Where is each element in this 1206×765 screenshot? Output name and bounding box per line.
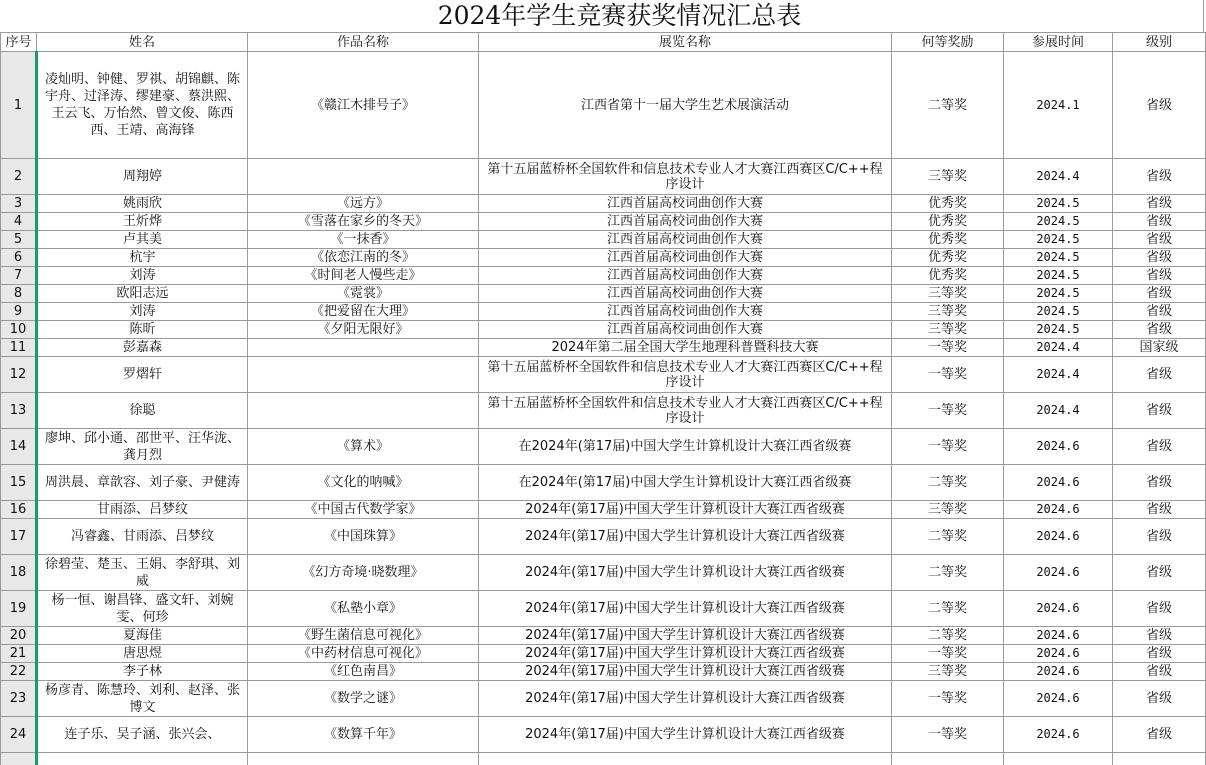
cell-name[interactable]: 姚雨欣	[37, 195, 248, 213]
table-row	[1, 591, 1206, 627]
cell-name[interactable]: 周洪晨、章歆容、刘子豪、尹健涛	[37, 465, 248, 501]
cell-time[interactable]: 2024.5	[1004, 231, 1113, 249]
cell-time[interactable]: 2024.6	[1004, 645, 1113, 663]
cell-award[interactable]: 一等奖	[892, 339, 1004, 357]
table-row	[1, 519, 1206, 555]
table-row-partial	[1, 753, 1206, 765]
cell-exhibition[interactable]: 江西首届高校词曲创作大赛	[479, 231, 892, 249]
cell-name[interactable]: 徐聪	[37, 393, 248, 429]
cell-name[interactable]: 夏海佳	[37, 627, 248, 645]
cell-exhibition[interactable]: 第十五届蓝桥杯全国软件和信息技术专业人才大赛江西赛区C/C++程序设计	[479, 159, 892, 195]
cell-work[interactable]	[248, 159, 479, 195]
cell-seq[interactable]: 19	[1, 591, 37, 627]
header-row	[1, 33, 1206, 52]
cell-award[interactable]: 优秀奖	[892, 195, 1004, 213]
cell-award[interactable]: 优秀奖	[892, 267, 1004, 285]
cell-time[interactable]: 2024.5	[1004, 249, 1113, 267]
cell-exhibition[interactable]: 江西首届高校词曲创作大赛	[479, 213, 892, 231]
cell-time[interactable]: 2024.6	[1004, 519, 1113, 555]
table-row	[1, 285, 1206, 303]
cell-empty[interactable]	[1, 753, 37, 765]
cell-work[interactable]: 《算术》	[248, 429, 479, 465]
cell-award[interactable]: 三等奖	[892, 663, 1004, 681]
cell-seq[interactable]: 24	[1, 717, 37, 753]
cell-level[interactable]: 省级	[1113, 52, 1206, 159]
cell-exhibition[interactable]: 江西首届高校词曲创作大赛	[479, 285, 892, 303]
cell-seq[interactable]: 17	[1, 519, 37, 555]
cell-level[interactable]: 省级	[1113, 249, 1206, 267]
cell-name[interactable]: 连子乐、吴子涵、张兴会、	[37, 717, 248, 753]
cell-award[interactable]: 二等奖	[892, 627, 1004, 645]
cell-level[interactable]: 省级	[1113, 627, 1206, 645]
cell-seq[interactable]: 15	[1, 465, 37, 501]
cell-work[interactable]	[248, 339, 479, 357]
header-time[interactable]: 参展时间	[1004, 33, 1113, 52]
cell-work[interactable]: 《霓裳》	[248, 285, 479, 303]
cell-award[interactable]: 三等奖	[892, 285, 1004, 303]
cell-award[interactable]: 一等奖	[892, 645, 1004, 663]
table-row	[1, 645, 1206, 663]
cell-name[interactable]: 周翔婷	[37, 159, 248, 195]
cell-seq[interactable]: 22	[1, 663, 37, 681]
cell-work[interactable]: 《雪落在家乡的冬天》	[248, 213, 479, 231]
cell-award[interactable]: 二等奖	[892, 465, 1004, 501]
cell-exhibition[interactable]: 2024年(第17届)中国大学生计算机设计大赛江西省级赛	[479, 681, 892, 717]
cell-work[interactable]: 《数学之谜》	[248, 681, 479, 717]
cell-award[interactable]: 二等奖	[892, 555, 1004, 591]
cell-time[interactable]: 2024.6	[1004, 591, 1113, 627]
table-row	[1, 267, 1206, 285]
cell-seq[interactable]: 9	[1, 303, 37, 321]
cell-work[interactable]: 《赣江木排号子》	[248, 52, 479, 159]
cell-seq[interactable]: 16	[1, 501, 37, 519]
awards-table	[0, 32, 1206, 765]
cell-name[interactable]: 刘涛	[37, 303, 248, 321]
table-row	[1, 339, 1206, 357]
cell-name[interactable]: 冯睿鑫、甘雨添、吕梦纹	[37, 519, 248, 555]
table-row	[1, 717, 1206, 753]
table-row	[1, 555, 1206, 591]
cell-work[interactable]: 《幻方奇境·晓数理》	[248, 555, 479, 591]
cell-seq[interactable]: 23	[1, 681, 37, 717]
cell-level[interactable]: 省级	[1113, 213, 1206, 231]
cell-level[interactable]: 省级	[1113, 465, 1206, 501]
cell-level[interactable]: 省级	[1113, 591, 1206, 627]
cell-seq[interactable]: 8	[1, 285, 37, 303]
cell-exhibition[interactable]: 2024年(第17届)中国大学生计算机设计大赛江西省级赛	[479, 501, 892, 519]
table-row	[1, 465, 1206, 501]
cell-exhibition[interactable]: 江西首届高校词曲创作大赛	[479, 321, 892, 339]
cell-name[interactable]: 凌灿明、钟健、罗祺、胡锦麒、陈宇舟、过泽涛、缪建豪、蔡洪熙、王云飞、万怡然、曾文俊、陈西西、王靖、高海锋	[37, 52, 248, 159]
cell-seq[interactable]: 11	[1, 339, 37, 357]
cell-level[interactable]: 省级	[1113, 645, 1206, 663]
cell-work[interactable]: 《中药材信息可视化》	[248, 645, 479, 663]
table-row	[1, 195, 1206, 213]
cell-time[interactable]: 2024.5	[1004, 321, 1113, 339]
cell-exhibition[interactable]: 江西首届高校词曲创作大赛	[479, 249, 892, 267]
cell-award[interactable]: 二等奖	[892, 519, 1004, 555]
cell-award[interactable]: 二等奖	[892, 591, 1004, 627]
cell-level[interactable]: 省级	[1113, 357, 1206, 393]
table-row	[1, 663, 1206, 681]
cell-name[interactable]: 杨一恒、谢昌锋、盛文轩、刘婉雯、何珍	[37, 591, 248, 627]
cell-work[interactable]: 《中国珠算》	[248, 519, 479, 555]
cell-award[interactable]: 优秀奖	[892, 213, 1004, 231]
cell-level[interactable]: 省级	[1113, 519, 1206, 555]
cell-exhibition[interactable]: 第十五届蓝桥杯全国软件和信息技术专业人才大赛江西赛区C/C++程序设计	[479, 393, 892, 429]
cell-work[interactable]: 《文化的呐喊》	[248, 465, 479, 501]
cell-work[interactable]: 《把爱留在大理》	[248, 303, 479, 321]
cell-seq[interactable]: 6	[1, 249, 37, 267]
cell-level[interactable]: 省级	[1113, 393, 1206, 429]
cell-time[interactable]: 2024.4	[1004, 357, 1113, 393]
cell-work[interactable]: 《夕阳无限好》	[248, 321, 479, 339]
cell-name[interactable]: 廖坤、邱小通、邵世平、汪华泷、龚月烈	[37, 429, 248, 465]
cell-time[interactable]: 2024.6	[1004, 663, 1113, 681]
cell-name[interactable]: 彭嘉森	[37, 339, 248, 357]
cell-time[interactable]: 2024.6	[1004, 627, 1113, 645]
cell-exhibition[interactable]: 2024年(第17届)中国大学生计算机设计大赛江西省级赛	[479, 645, 892, 663]
cell-level[interactable]: 省级	[1113, 267, 1206, 285]
cell-exhibition[interactable]: 2024年(第17届)中国大学生计算机设计大赛江西省级赛	[479, 591, 892, 627]
cell-exhibition[interactable]: 江西首届高校词曲创作大赛	[479, 267, 892, 285]
cell-level[interactable]: 省级	[1113, 663, 1206, 681]
table-row	[1, 429, 1206, 465]
cell-seq[interactable]: 12	[1, 357, 37, 393]
table-row	[1, 249, 1206, 267]
cell-seq[interactable]: 5	[1, 231, 37, 249]
cell-name[interactable]: 徐碧莹、楚玉、王娟、李舒琪、刘威	[37, 555, 248, 591]
cell-name[interactable]: 杨彦青、陈慧玲、刘利、赵泽、张博文	[37, 681, 248, 717]
cell-name[interactable]: 刘涛	[37, 267, 248, 285]
cell-name[interactable]: 甘雨添、吕梦纹	[37, 501, 248, 519]
cell-work[interactable]: 《野生菌信息可视化》	[248, 627, 479, 645]
cell-award[interactable]: 三等奖	[892, 159, 1004, 195]
cell-time[interactable]: 2024.6	[1004, 717, 1113, 753]
cell-work[interactable]	[248, 393, 479, 429]
header-level[interactable]: 级别	[1113, 33, 1206, 52]
cell-time[interactable]: 2024.5	[1004, 285, 1113, 303]
table-row	[1, 52, 1206, 159]
table-row	[1, 303, 1206, 321]
cell-name[interactable]: 王炘烨	[37, 213, 248, 231]
header-award[interactable]: 何等奖励	[892, 33, 1004, 52]
header-exhibition[interactable]: 展览名称	[479, 33, 892, 52]
cell-exhibition[interactable]: 在2024年(第17届)中国大学生计算机设计大赛江西省级赛	[479, 429, 892, 465]
cell-seq[interactable]: 3	[1, 195, 37, 213]
cell-exhibition[interactable]: 2024年(第17届)中国大学生计算机设计大赛江西省级赛	[479, 717, 892, 753]
cell-level[interactable]: 省级	[1113, 285, 1206, 303]
cell-seq[interactable]: 4	[1, 213, 37, 231]
cell-seq[interactable]: 1	[1, 52, 37, 159]
cell-work[interactable]: 《一抹香》	[248, 231, 479, 249]
cell-work[interactable]: 《中国古代数学家》	[248, 501, 479, 519]
cell-exhibition[interactable]: 江西首届高校词曲创作大赛	[479, 303, 892, 321]
cell-empty[interactable]	[892, 753, 1004, 765]
header-seq[interactable]: 序号	[1, 33, 37, 52]
cell-seq[interactable]: 14	[1, 429, 37, 465]
cell-seq[interactable]: 13	[1, 393, 37, 429]
cell-work[interactable]: 《私塾小章》	[248, 591, 479, 627]
cell-exhibition[interactable]: 第十五届蓝桥杯全国软件和信息技术专业人才大赛江西赛区C/C++程序设计	[479, 357, 892, 393]
cell-time[interactable]: 2024.5	[1004, 267, 1113, 285]
cell-award[interactable]: 一等奖	[892, 393, 1004, 429]
cell-level[interactable]: 省级	[1113, 501, 1206, 519]
cell-work[interactable]: 《红色南昌》	[248, 663, 479, 681]
cell-name[interactable]: 卢其美	[37, 231, 248, 249]
cell-award[interactable]: 一等奖	[892, 357, 1004, 393]
table-row	[1, 159, 1206, 195]
cell-name[interactable]: 杭宇	[37, 249, 248, 267]
cell-award[interactable]: 优秀奖	[892, 249, 1004, 267]
cell-seq[interactable]: 21	[1, 645, 37, 663]
cell-time[interactable]: 2024.1	[1004, 52, 1113, 159]
cell-seq[interactable]: 10	[1, 321, 37, 339]
cell-empty[interactable]	[1004, 753, 1113, 765]
table-row	[1, 681, 1206, 717]
table-row	[1, 627, 1206, 645]
cell-name[interactable]: 欧阳志远	[37, 285, 248, 303]
cell-exhibition[interactable]: 2024年(第17届)中国大学生计算机设计大赛江西省级赛	[479, 627, 892, 645]
header-work[interactable]: 作品名称	[248, 33, 479, 52]
table-row	[1, 357, 1206, 393]
cell-empty[interactable]	[248, 753, 479, 765]
cell-time[interactable]: 2024.4	[1004, 159, 1113, 195]
sheet-title: 2024年学生竞赛获奖情况汇总表	[36, 0, 1204, 32]
cell-name[interactable]: 陈昕	[37, 321, 248, 339]
cell-award[interactable]: 一等奖	[892, 717, 1004, 753]
cell-seq[interactable]: 7	[1, 267, 37, 285]
cell-level[interactable]: 省级	[1113, 231, 1206, 249]
cell-name[interactable]: 罗熠轩	[37, 357, 248, 393]
cell-exhibition[interactable]: 2024年第二届全国大学生地理科普暨科技大赛	[479, 339, 892, 357]
cell-award[interactable]: 三等奖	[892, 501, 1004, 519]
cell-time[interactable]: 2024.5	[1004, 195, 1113, 213]
cell-empty[interactable]	[37, 753, 248, 765]
cell-time[interactable]: 2024.6	[1004, 555, 1113, 591]
cell-level[interactable]: 省级	[1113, 681, 1206, 717]
header-name[interactable]: 姓名	[37, 33, 248, 52]
table-row	[1, 393, 1206, 429]
cell-level[interactable]: 国家级	[1113, 339, 1206, 357]
cell-exhibition[interactable]: 江西省第十一届大学生艺术展演活动	[479, 52, 892, 159]
cell-work[interactable]: 《时间老人慢些走》	[248, 267, 479, 285]
cell-name[interactable]: 唐思煜	[37, 645, 248, 663]
cell-level[interactable]: 省级	[1113, 321, 1206, 339]
cell-time[interactable]: 2024.4	[1004, 339, 1113, 357]
cell-award[interactable]: 二等奖	[892, 52, 1004, 159]
cell-seq[interactable]: 18	[1, 555, 37, 591]
cell-empty[interactable]	[1113, 753, 1206, 765]
cell-work[interactable]: 《数算千年》	[248, 717, 479, 753]
cell-award[interactable]: 一等奖	[892, 681, 1004, 717]
cell-work[interactable]: 《远方》	[248, 195, 479, 213]
cell-empty[interactable]	[479, 753, 892, 765]
cell-exhibition[interactable]: 江西首届高校词曲创作大赛	[479, 195, 892, 213]
cell-award[interactable]: 三等奖	[892, 303, 1004, 321]
table-row	[1, 213, 1206, 231]
cell-seq[interactable]: 2	[1, 159, 37, 195]
cell-level[interactable]: 省级	[1113, 159, 1206, 195]
table-row	[1, 321, 1206, 339]
cell-time[interactable]: 2024.5	[1004, 303, 1113, 321]
cell-exhibition[interactable]: 2024年(第17届)中国大学生计算机设计大赛江西省级赛	[479, 663, 892, 681]
cell-award[interactable]: 一等奖	[892, 429, 1004, 465]
table-row	[1, 501, 1206, 519]
cell-work[interactable]: 《依恋江南的冬》	[248, 249, 479, 267]
cell-time[interactable]: 2024.4	[1004, 393, 1113, 429]
cell-exhibition[interactable]: 2024年(第17届)中国大学生计算机设计大赛江西省级赛	[479, 555, 892, 591]
cell-time[interactable]: 2024.6	[1004, 429, 1113, 465]
cell-award[interactable]: 优秀奖	[892, 231, 1004, 249]
cell-time[interactable]: 2024.6	[1004, 681, 1113, 717]
table-row	[1, 231, 1206, 249]
cell-seq[interactable]: 20	[1, 627, 37, 645]
cell-level[interactable]: 省级	[1113, 303, 1206, 321]
cell-time[interactable]: 2024.6	[1004, 501, 1113, 519]
cell-level[interactable]: 省级	[1113, 717, 1206, 753]
cell-level[interactable]: 省级	[1113, 429, 1206, 465]
cell-level[interactable]: 省级	[1113, 555, 1206, 591]
cell-exhibition[interactable]: 2024年(第17届)中国大学生计算机设计大赛江西省级赛	[479, 519, 892, 555]
cell-work[interactable]	[248, 357, 479, 393]
cell-award[interactable]: 三等奖	[892, 321, 1004, 339]
cell-name[interactable]: 李子林	[37, 663, 248, 681]
cell-time[interactable]: 2024.6	[1004, 465, 1113, 501]
cell-exhibition[interactable]: 在2024年(第17届)中国大学生计算机设计大赛江西省级赛	[479, 465, 892, 501]
cell-level[interactable]: 省级	[1113, 195, 1206, 213]
cell-time[interactable]: 2024.5	[1004, 213, 1113, 231]
